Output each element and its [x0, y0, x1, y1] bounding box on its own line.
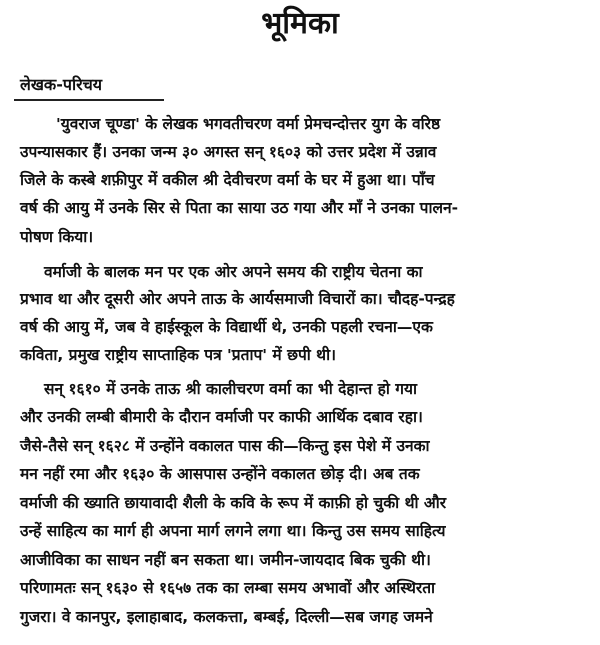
text-line: जैसे-तैसे सन् १६२८ में उन्होंने वकालत पास की—किन्तु इस पेशे में उनका: [20, 437, 430, 455]
page-title: भूमिका: [261, 6, 339, 41]
text-line: मन नहीं रमा और १६३० के आसपास उन्होंने वकालत छोड़ दी। अब तक: [20, 465, 420, 483]
text-line: प्रभाव था और दूसरी ओर अपने ताऊ के आर्यसमाजी विचारों का। चौदह-पन्द्रह: [20, 290, 455, 308]
text-line: वर्माजी की ख्याति छायावादी शैली के कवि के रूप में काफ़ी हो चुकी थी और: [20, 494, 447, 512]
text-line: वर्ष की आयु में, जब वे हाईस्कूल के विद्यार्थी थे, उनकी पहली रचना—एक: [20, 318, 433, 336]
text-line: उन्हें साहित्य का मार्ग ही अपना मार्ग लगने लगा था। किन्तु उस समय साहित्य: [20, 522, 446, 540]
text-line: उपन्यासकार हैं। उनका जन्म ३० अगस्त सन् १६०३ को उत्तर प्रदेश में उन्नाव: [20, 143, 437, 161]
text-line: आजीविका का साधन नहीं बन सकता था। जमीन-जायदाद बिक चुकी थी।: [20, 551, 431, 569]
text-line: सन् १६१० में उनके ताऊ श्री कालीचरण वर्मा का भी देहान्त हो गया: [44, 380, 417, 398]
text-line: 'युवराज चूण्डा' के लेखक भगवतीचरण वर्मा प्रेमचन्दोत्तर युग के वरिष्ठ: [56, 115, 441, 133]
text-line: पोषण किया।: [20, 228, 94, 246]
text-line: और उनकी लम्बी बीमारी के दौरान वर्माजी पर काफी आर्थिक दबाव रहा।: [20, 408, 423, 426]
text-line: जिले के कस्बे शफ़ीपुर में वकील श्री देवीचरण वर्मा के घर में हुआ था। पाँच: [20, 171, 435, 189]
text-line: गुजरा। वे कानपुर, इलाहाबाद, कलकत्ता, बम्बई, दिल्ली—सब जगह जमने: [20, 608, 433, 626]
text-line: वर्माजी के बालक मन पर एक ओर अपने समय की राष्ट्रीय चेतना का: [44, 263, 423, 281]
text-line: वर्ष की आयु में उनके सिर से पिता का साया उठ गया और माँ ने उनका पालन-: [20, 199, 459, 217]
heading-underline: [14, 99, 164, 101]
section-heading: लेखक-परिचय: [20, 75, 103, 94]
text-line: परिणामतः सन् १६३० से १६५७ तक का लम्बा समय अभावों और अस्थिरता: [20, 579, 436, 597]
text-line: कविता, प्रमुख राष्ट्रीय साप्ताहिक पत्र 'प्रताप' में छपी थी।: [20, 346, 336, 364]
